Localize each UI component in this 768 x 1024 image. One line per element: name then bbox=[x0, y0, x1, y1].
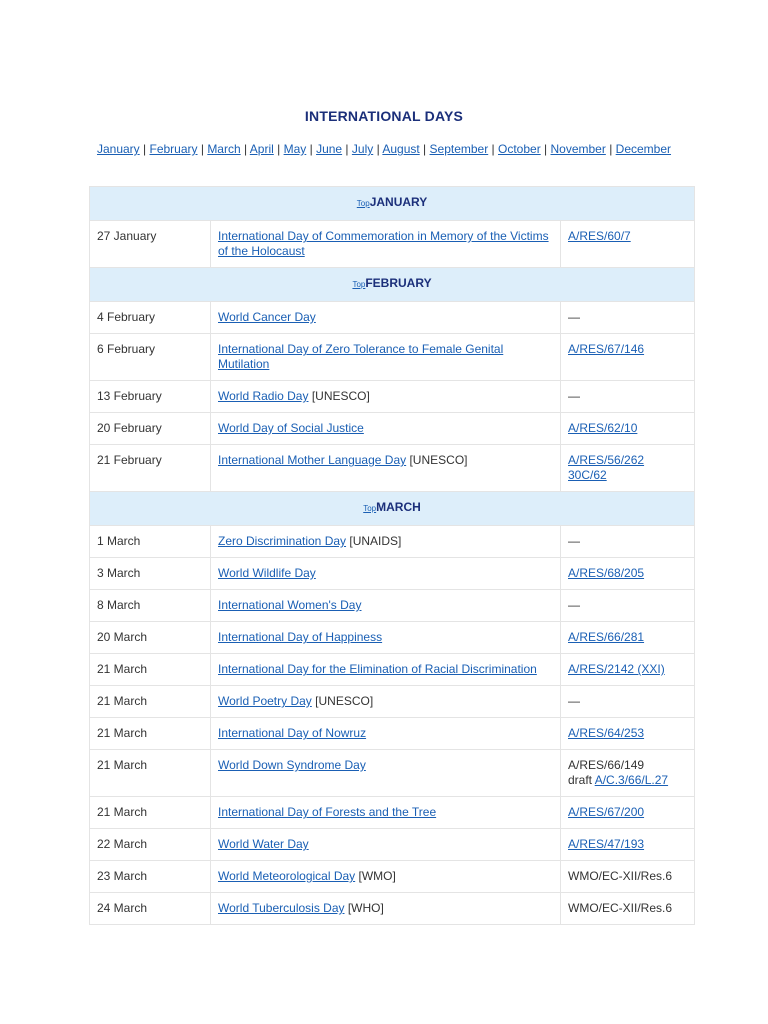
international-days-table bbox=[89, 186, 695, 925]
resolution-text: — bbox=[568, 534, 580, 548]
date-cell: 6 February bbox=[97, 342, 156, 356]
month-header-row bbox=[90, 492, 695, 526]
table-row bbox=[90, 221, 695, 268]
table-row bbox=[90, 334, 695, 381]
day-name-link[interactable]: International Mother Language Day bbox=[218, 453, 407, 467]
month-heading: FEBRUARY bbox=[365, 276, 432, 290]
date-cell: 21 March bbox=[97, 694, 148, 708]
resolution-link[interactable]: A/RES/64/253 bbox=[568, 726, 645, 740]
table-row bbox=[90, 654, 695, 686]
resolution-link[interactable]: 30C/62 bbox=[568, 468, 607, 482]
resolution-link[interactable]: A/RES/67/200 bbox=[568, 805, 645, 819]
day-name-link[interactable]: World Poetry Day bbox=[218, 694, 312, 708]
month-separator: | bbox=[419, 142, 430, 156]
table-row bbox=[90, 718, 695, 750]
resolution-link[interactable]: A/RES/67/146 bbox=[568, 342, 645, 356]
resolution-text: — bbox=[568, 310, 580, 324]
month-separator: | bbox=[373, 142, 383, 156]
month-link-october[interactable]: October bbox=[498, 142, 541, 156]
day-name-link[interactable]: International Day of Zero Tolerance to Female Genital Mutilation bbox=[218, 342, 504, 371]
month-link-may[interactable]: May bbox=[283, 142, 307, 156]
date-cell: 1 March bbox=[97, 534, 141, 548]
table-row bbox=[90, 590, 695, 622]
month-link-november[interactable]: November bbox=[550, 142, 606, 156]
month-link-march[interactable]: March bbox=[207, 142, 241, 156]
month-link-january[interactable]: January bbox=[96, 142, 140, 156]
day-name-link[interactable]: International Day of Forests and the Tree bbox=[218, 805, 437, 819]
organization-tag: [UNESCO] bbox=[311, 694, 374, 708]
month-link-september[interactable]: September bbox=[429, 142, 489, 156]
organization-tag: [WMO] bbox=[355, 869, 396, 883]
date-cell: 3 March bbox=[97, 566, 141, 580]
day-name-link[interactable]: World Meteorological Day bbox=[218, 869, 356, 883]
draft-label: draft bbox=[568, 773, 595, 787]
day-name-link[interactable]: International Day for the Elimination of Racial Discrimination bbox=[218, 662, 537, 676]
organization-tag: [UNESCO] bbox=[406, 453, 468, 467]
month-heading: JANUARY bbox=[369, 195, 428, 209]
month-link-july[interactable]: July bbox=[351, 142, 374, 156]
table-row bbox=[90, 893, 695, 925]
day-name-link[interactable]: International Women's Day bbox=[218, 598, 362, 612]
resolution-link[interactable]: A/RES/66/281 bbox=[568, 630, 645, 644]
month-link-june[interactable]: June bbox=[316, 142, 343, 156]
month-separator: | bbox=[197, 142, 208, 156]
month-navigation bbox=[88, 142, 680, 157]
date-cell: 8 March bbox=[97, 598, 141, 612]
table-row bbox=[90, 686, 695, 718]
resolution-link[interactable]: A/RES/60/7 bbox=[568, 229, 631, 243]
organization-tag: [WHO] bbox=[344, 901, 384, 915]
table-row bbox=[90, 861, 695, 893]
date-cell: 21 March bbox=[97, 805, 148, 819]
top-link[interactable]: Top bbox=[352, 280, 366, 289]
date-cell: 27 January bbox=[97, 229, 157, 243]
date-cell: 20 March bbox=[97, 630, 148, 644]
day-name-link[interactable]: World Tuberculosis Day bbox=[218, 901, 345, 915]
resolution-link[interactable]: A/RES/56/262 bbox=[568, 453, 645, 467]
month-heading: MARCH bbox=[376, 500, 421, 514]
resolution-text: WMO/EC-XII/Res.6 bbox=[568, 869, 673, 883]
table-row bbox=[90, 526, 695, 558]
day-name-link[interactable]: International Day of Happiness bbox=[218, 630, 383, 644]
table-row bbox=[90, 558, 695, 590]
date-cell: 20 February bbox=[97, 421, 162, 435]
table-row bbox=[90, 829, 695, 861]
month-link-december[interactable]: December bbox=[615, 142, 672, 156]
day-name-link[interactable]: International Day of Commemoration in Memory of the Victims of the Holocaust bbox=[218, 229, 549, 258]
organization-tag: [UNESCO] bbox=[308, 389, 370, 403]
day-name-link[interactable]: World Water Day bbox=[218, 837, 309, 851]
month-link-april[interactable]: April bbox=[249, 142, 274, 156]
table-row bbox=[90, 302, 695, 334]
day-name-link[interactable]: World Day of Social Justice bbox=[218, 421, 364, 435]
resolution-link[interactable]: A/RES/68/205 bbox=[568, 566, 645, 580]
table-row bbox=[90, 622, 695, 654]
page-title: INTERNATIONAL DAYS bbox=[304, 108, 464, 124]
top-link[interactable]: Top bbox=[363, 504, 377, 513]
table-row bbox=[90, 750, 695, 797]
date-cell: 21 March bbox=[97, 726, 148, 740]
top-link[interactable]: Top bbox=[356, 199, 370, 208]
day-name-link[interactable]: World Cancer Day bbox=[218, 310, 316, 324]
resolution-text: — bbox=[568, 694, 580, 708]
day-name-link[interactable]: World Wildlife Day bbox=[218, 566, 316, 580]
month-header-row bbox=[90, 187, 695, 221]
day-name-link[interactable]: World Down Syndrome Day bbox=[218, 758, 366, 772]
resolution-text: — bbox=[568, 598, 580, 612]
month-separator: | bbox=[139, 142, 150, 156]
month-header-row bbox=[90, 268, 695, 302]
month-separator: | bbox=[273, 142, 284, 156]
date-cell: 21 February bbox=[97, 453, 162, 467]
month-separator: | bbox=[605, 142, 616, 156]
date-cell: 21 March bbox=[97, 758, 148, 772]
date-cell: 22 March bbox=[97, 837, 148, 851]
resolution-text: — bbox=[568, 389, 580, 403]
table-row bbox=[90, 413, 695, 445]
month-separator: | bbox=[540, 142, 551, 156]
resolution-link[interactable]: A/C.3/66/L.27 bbox=[594, 773, 669, 787]
resolution-link[interactable]: A/RES/47/193 bbox=[568, 837, 645, 851]
table-row bbox=[90, 381, 695, 413]
month-separator: | bbox=[240, 142, 250, 156]
date-cell: 24 March bbox=[97, 901, 148, 915]
date-cell: 21 March bbox=[97, 662, 148, 676]
month-separator: | bbox=[488, 142, 499, 156]
day-name-link[interactable]: International Day of Nowruz bbox=[218, 726, 367, 740]
resolution-text: A/RES/66/149 bbox=[568, 758, 645, 772]
date-cell: 4 February bbox=[97, 310, 156, 324]
resolution-link[interactable]: A/RES/62/10 bbox=[568, 421, 638, 435]
month-separator: | bbox=[342, 142, 352, 156]
resolution-link[interactable]: A/RES/2142 (XXI) bbox=[568, 662, 665, 676]
table-row bbox=[90, 445, 695, 492]
day-name-link[interactable]: Zero Discrimination Day bbox=[218, 534, 347, 548]
month-separator: | bbox=[306, 142, 317, 156]
table-row bbox=[90, 797, 695, 829]
day-name-link[interactable]: World Radio Day bbox=[218, 389, 309, 403]
month-link-february[interactable]: February bbox=[149, 142, 198, 156]
date-cell: 13 February bbox=[97, 389, 162, 403]
date-cell: 23 March bbox=[97, 869, 148, 883]
month-link-august[interactable]: August bbox=[382, 142, 420, 156]
organization-tag: [UNAIDS] bbox=[346, 534, 402, 548]
resolution-text: WMO/EC-XII/Res.6 bbox=[568, 901, 673, 915]
